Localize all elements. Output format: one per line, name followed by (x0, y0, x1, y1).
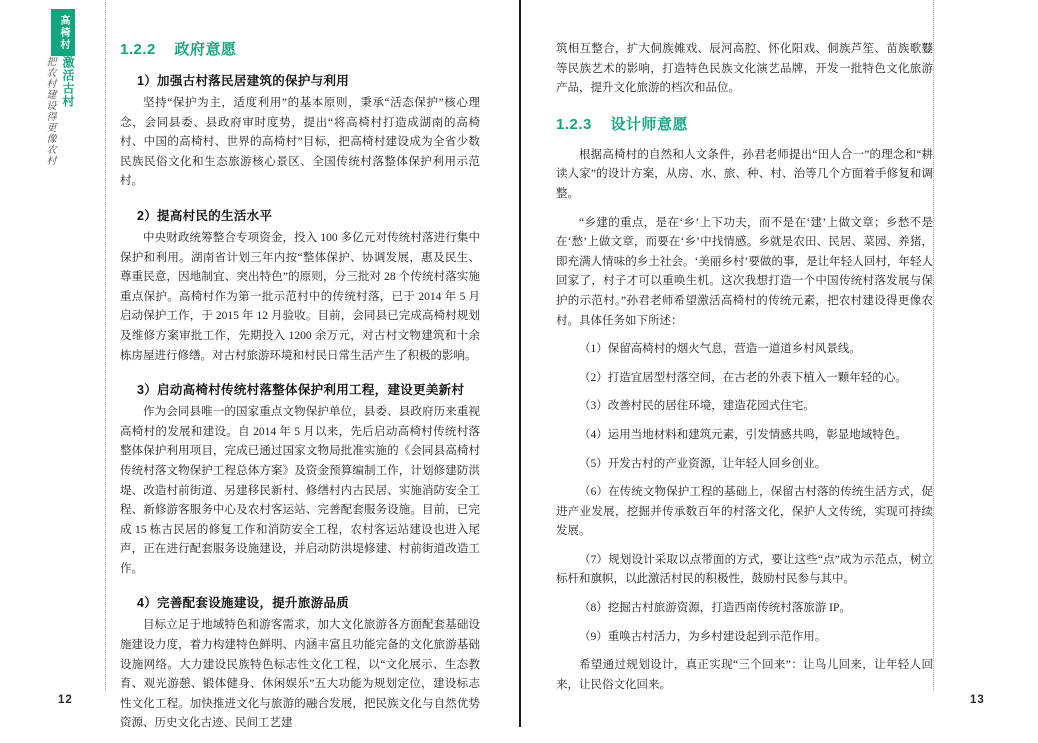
task-item-3: （3）改善村民的居住环境，建造花园式住宅。 (579, 400, 815, 413)
paragraph-closing: 希望通过规划设计，真正实现“三个回来”：让鸟儿回来，让年轻人回来，让民俗文化回来。 (556, 659, 933, 691)
page-number-right: 13 (970, 694, 985, 706)
paragraph: 坚持“保护为主，适度利用”的基本原则，秉承“活态保护”核心理念，会同县委、县政府审时度势，提出“将高椅村打造成湖南的高椅村、中国的高椅村、世界的高椅村”目标，把高椅村建设成为全省少数民族民俗文化和生态旅游核心景区、全国传统村落整体保护利用示范村。 (120, 97, 480, 188)
paragraph: 作为会同县唯一的国家重点文物保护单位，县委、县政府历来重视高椅村的发展和建设。自 2014 年 5 月以来，先后启动高椅村传统村落整体保护利用项目，完成已通过国家文物局批准实施的《会同县高椅村传统村落文物保护工程总体方案》及资金预算编制工作，计划修建防洪堤、改造村前街道、另建移民新村、修缮村内古民居、实施消防安全工程、新修游客服务中心及农村客运站、完善配套服务设施。目前，已完成 15 栋古民居的修复工作和消防安全工程，农村客运站建设也进入尾声，正在进行配套服务设施建设，并启动防洪堤修建、村前街道改造工作。 (120, 406, 480, 575)
book-spine-divider (519, 0, 521, 727)
section-number: 1.2.2 (120, 41, 156, 58)
task-item-5: （5）开发古村的产业资源，让年轻人回乡创业。 (579, 457, 827, 470)
task-item-1: （1）保留高椅村的烟火气息，营造一道道乡村风景线。 (579, 343, 861, 356)
left-page-dotted-rule (105, 0, 106, 691)
series-subtitle-vertical: 把农村建设得更像农村 (44, 56, 55, 166)
left-page-content (120, 38, 480, 743)
paragraph-intro: 根据高椅村的自然和人文条件，孙君老师提出“田人合一”的理念和“耕读人家”的设计方案，从房、水、旅、种、村、治等几个方面着手修复和调整。 (556, 148, 933, 200)
paragraph-continued: 筑相互整合，扩大侗族傩戏、辰河高腔、怀化阳戏、侗族芦笙、苗族歌鼟等民族艺术的影响，打造特色民族文化演艺品牌，开发一批特色文化旅游产品，提升文化旅游的档次和品位。 (556, 43, 933, 95)
task-item-4: （4）运用当地材料和建筑元素，引发情感共鸣，彰显地域特色。 (579, 428, 907, 441)
task-item-9: （9）重唤古村活力，为乡村建设起到示范作用。 (579, 630, 827, 643)
page-number-left: 12 (58, 694, 73, 706)
task-item-8: （8）挖掘古村旅游资源，打造西南传统村落旅游 IP。 (579, 602, 851, 615)
subheading-3: 3）启动高椅村传统村落整体保护利用工程，建设更美新村 (137, 383, 465, 398)
section-heading-1-2-2 (120, 38, 480, 59)
section-title: 政府意愿 (174, 41, 237, 58)
paragraph: 目标立足于地域特色和游客需求，加大文化旅游各方面配套基础设施建设力度，着力构建特色鲜明、内涵丰富且功能完备的文化旅游基础设施网络。大力建设民族特色标志性文化工程，以“文化展示、生态教育、观光游憩、锻体健身、休闲娱乐”五大功能为规划定位，建设标志性文化工程。加快推进文化与旅游的融合发展，把民族文化与自然优势资源、历史文化古迹、民间工艺建 (120, 619, 480, 730)
task-item-6: （6）在传统文物保护工程的基础上，保留古村落的传统生活方式，促进产业发展，挖掘并传承数百年的村落文化，保护人文传统，实现可持续发展。 (556, 486, 933, 538)
task-item-7: （7）规划设计采取以点带面的方式，要让这些“点”成为示范点，树立标杆和旗帜，以此激活村民的积极性，鼓励村民参与其中。 (556, 553, 933, 586)
series-title-vertical: 激活古村 (61, 56, 75, 108)
section-heading-1-2-3 (556, 113, 933, 134)
task-item-2: （2）打造宜居型村落空间，在古老的外表下植入一颗年轻的心。 (579, 371, 907, 384)
section-title: 设计师意愿 (610, 115, 689, 133)
chapter-tab-village: 高椅村 (51, 9, 75, 56)
subheading-1: 1）加强古村落民居建筑的保护与利用 (137, 74, 350, 88)
section-number: 1.2.3 (556, 115, 592, 133)
right-page-dotted-rule (933, 0, 934, 691)
paragraph: 中央财政统筹整合专项资金，投入 100 多亿元对传统村落进行集中保护和利用。湖南省计划三年内按“整体保护、协调发展，惠及民生、尊重民意，因地制宜、突出特色”的原则，分三批对 28 个传统村落实施重点保护。高椅村作为第一批示范村中的传统村落，已于 2014 年 5 月启动保护工作，于 2015 年 12 月验收。目前，会同县已完成高椅村规划及维修方案审批工作，先期投入 1200 余万元，对古村文物建筑和十余栋房屋进行修缮。对古村旅游环境和村民日常生活产生了积极的影响。 (120, 231, 480, 362)
paragraph-quote: “乡建的重点，是在‘乡’上下功夫，而不是在‘建’上做文章；乡愁不是在‘愁’上做文章，而要在‘乡’中找情感。乡就是农田、民居、菜园、养猪，即充满人情味的乡土社会。‘美丽乡村’要做的事，是让年轻人回村，年轻人回家了，村子才可以重唤生机。这次我想打造一个中国传统村落发展与保护的示范村。”孙君老师希望激活高椅村的传统元素，把农村建设得更像农村。具体任务如下所述： (556, 216, 933, 327)
right-page-content (556, 40, 933, 704)
subheading-4: 4）完善配套设施建设，提升旅游品质 (137, 596, 350, 611)
subheading-2: 2）提高村民的生活水平 (137, 208, 273, 223)
